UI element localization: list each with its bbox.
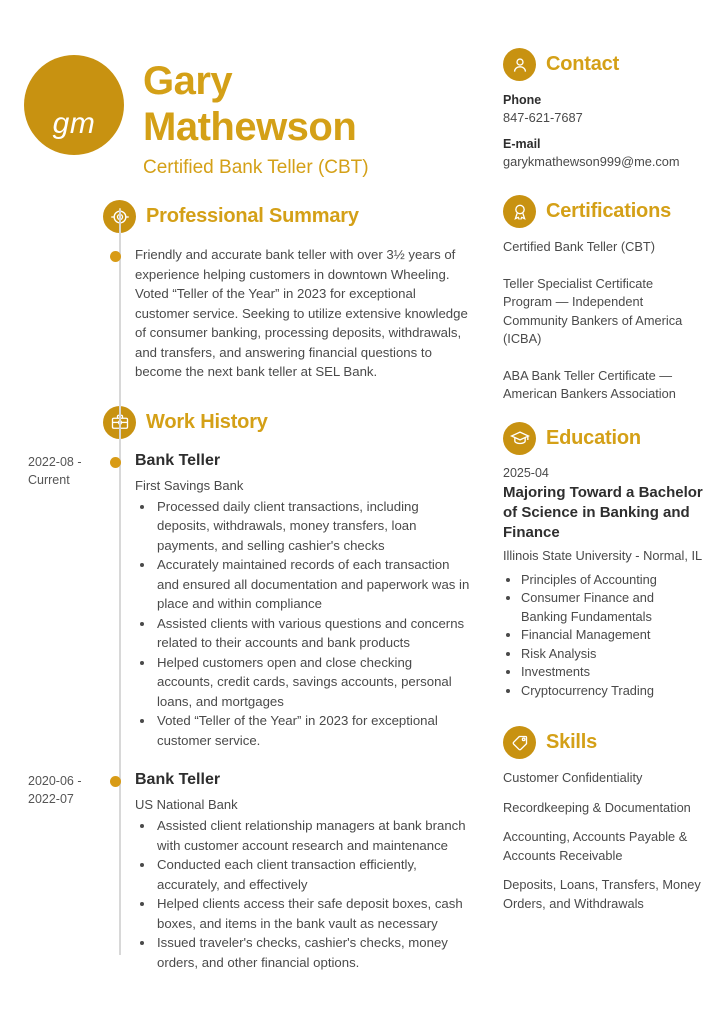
summary-dot-col bbox=[103, 245, 135, 382]
education-body bbox=[503, 465, 703, 701]
coursework-item: • Risk Analysis bbox=[521, 645, 703, 664]
education-school: Illinois State University - Normal, IL bbox=[503, 547, 703, 563]
section-title-skills: Skills bbox=[546, 731, 598, 753]
last-name: Mathewson bbox=[143, 105, 357, 149]
section-certifications-header bbox=[503, 195, 703, 228]
work-company: First Savings Bank bbox=[135, 477, 244, 493]
skills-body bbox=[503, 769, 703, 913]
puzzle-tag-icon bbox=[503, 726, 536, 759]
certification-item: ABA Bank Teller Certificate — American Bankers Association bbox=[503, 367, 676, 401]
section-title-certifications: Certifications bbox=[546, 200, 672, 222]
work-bullet: • Assisted client relationship managers at bank branch with customer account research and maintenance bbox=[155, 816, 472, 855]
person-icon bbox=[503, 48, 536, 81]
phone-label: Phone bbox=[503, 93, 542, 107]
timeline-dot bbox=[110, 776, 121, 787]
summary-row bbox=[0, 245, 490, 382]
work-bullet: • Assisted clients with various questions and concerns related to their accounts and bank products bbox=[155, 614, 472, 653]
section-skills bbox=[503, 726, 703, 913]
section-title-work-history: Work History bbox=[146, 410, 268, 433]
work-date-range: 2020-06 - 2022-07 bbox=[28, 774, 82, 806]
skill-item: Customer Confidentiality bbox=[503, 770, 643, 785]
summary-content bbox=[135, 245, 490, 382]
job-title: Certified Bank Teller (CBT) bbox=[143, 157, 369, 178]
work-role: Bank Teller bbox=[135, 771, 221, 788]
coursework-item: • Investments bbox=[521, 663, 703, 682]
section-title-contact: Contact bbox=[546, 53, 620, 75]
email-label: E-mail bbox=[503, 137, 541, 151]
work-entry bbox=[0, 770, 490, 972]
work-bullet: • Helped customers open and close checking accounts, credit cards, savings accounts, personal loans, and mortgages bbox=[155, 653, 472, 712]
work-bullets bbox=[135, 497, 472, 751]
work-date-range: 2022-08 - Current bbox=[28, 454, 82, 487]
summary-text: Friendly and accurate bank teller with over 3½ years of experience helping customers in downtown Wheeling. Voted “Teller of the Year” in 2023 for exceptional customer service. Seeking to utilize extensive knowledge of consumer banking, processing deposits, withdrawals, and transfers, and answering financial questions to become the next bank teller at SEL Bank. bbox=[135, 247, 468, 379]
skill-item: Accounting, Accounts Payable & Accounts Receivable bbox=[503, 829, 688, 863]
left-column bbox=[0, 200, 490, 972]
section-work-history-header bbox=[103, 406, 490, 439]
section-certifications bbox=[503, 195, 703, 404]
name-block bbox=[143, 58, 503, 180]
section-title-education: Education bbox=[546, 426, 641, 449]
section-contact-header bbox=[503, 48, 703, 81]
work-bullet: • Processed daily client transactions, including deposits, withdrawals, money transfers, loan payments, and selling cashier's checks bbox=[155, 497, 472, 556]
work-role: Bank Teller bbox=[135, 451, 221, 469]
section-education-header bbox=[503, 422, 703, 455]
section-professional-summary-header bbox=[103, 200, 490, 233]
graduation-cap-icon bbox=[503, 422, 536, 455]
certifications-body bbox=[503, 238, 703, 404]
education-degree: Majoring Toward a Bachelor of Science in Banking and Finance bbox=[503, 483, 703, 541]
work-content bbox=[135, 770, 490, 972]
education-date: 2025-04 bbox=[503, 465, 549, 480]
coursework-item: • Principles of Accounting bbox=[521, 571, 703, 590]
work-bullets bbox=[135, 816, 472, 972]
work-entry bbox=[0, 451, 490, 751]
first-name: Gary bbox=[143, 59, 233, 103]
award-icon bbox=[503, 195, 536, 228]
work-content bbox=[135, 451, 490, 751]
education-coursework bbox=[503, 571, 703, 701]
work-bullet: • Conducted each client transaction efficiently, accurately, and effectively bbox=[155, 855, 472, 894]
certification-item: Certified Bank Teller (CBT) bbox=[503, 239, 655, 254]
coursework-item: • Consumer Finance and Banking Fundamentals bbox=[521, 589, 703, 626]
timeline-dot bbox=[110, 251, 121, 262]
work-bullet: • Accurately maintained records of each transaction and ensured all documentation and paperwork was in place and within compliance bbox=[155, 555, 472, 614]
contact-body bbox=[503, 91, 703, 171]
section-contact bbox=[503, 48, 703, 171]
work-dot-col bbox=[103, 770, 135, 972]
certification-item: Teller Specialist Certificate Program — Independent Community Bankers of America (ICBA) bbox=[503, 275, 683, 346]
section-skills-header bbox=[503, 726, 703, 759]
timeline bbox=[0, 200, 490, 972]
skill-item: Recordkeeping & Documentation bbox=[503, 799, 691, 815]
timeline-dot bbox=[110, 457, 121, 468]
work-bullet: • Issued traveler's checks, cashier's checks, money orders, and other financial options. bbox=[155, 933, 472, 972]
work-company: US National Bank bbox=[135, 797, 238, 812]
avatar bbox=[24, 55, 124, 155]
right-column bbox=[503, 48, 703, 924]
coursework-item: • Financial Management bbox=[521, 626, 703, 645]
phone-value[interactable]: 847-621-7687 bbox=[503, 110, 583, 125]
coursework-item: • Cryptocurrency Trading bbox=[521, 682, 703, 701]
skill-item: Deposits, Loans, Transfers, Money Orders, and Withdrawals bbox=[503, 877, 701, 911]
section-title-summary: Professional Summary bbox=[146, 205, 359, 227]
summary-date-spacer bbox=[0, 245, 103, 382]
email-value[interactable]: garykmathewson999@me.com bbox=[503, 154, 680, 169]
section-education bbox=[503, 422, 703, 701]
work-dot-col bbox=[103, 451, 135, 751]
work-bullet: • Voted “Teller of the Year” in 2023 for exceptional customer service. bbox=[155, 711, 472, 750]
avatar-initials: gm bbox=[52, 107, 96, 140]
work-bullet: • Helped clients access their safe deposit boxes, cash boxes, and items in the bank vault as necessary bbox=[155, 894, 472, 933]
